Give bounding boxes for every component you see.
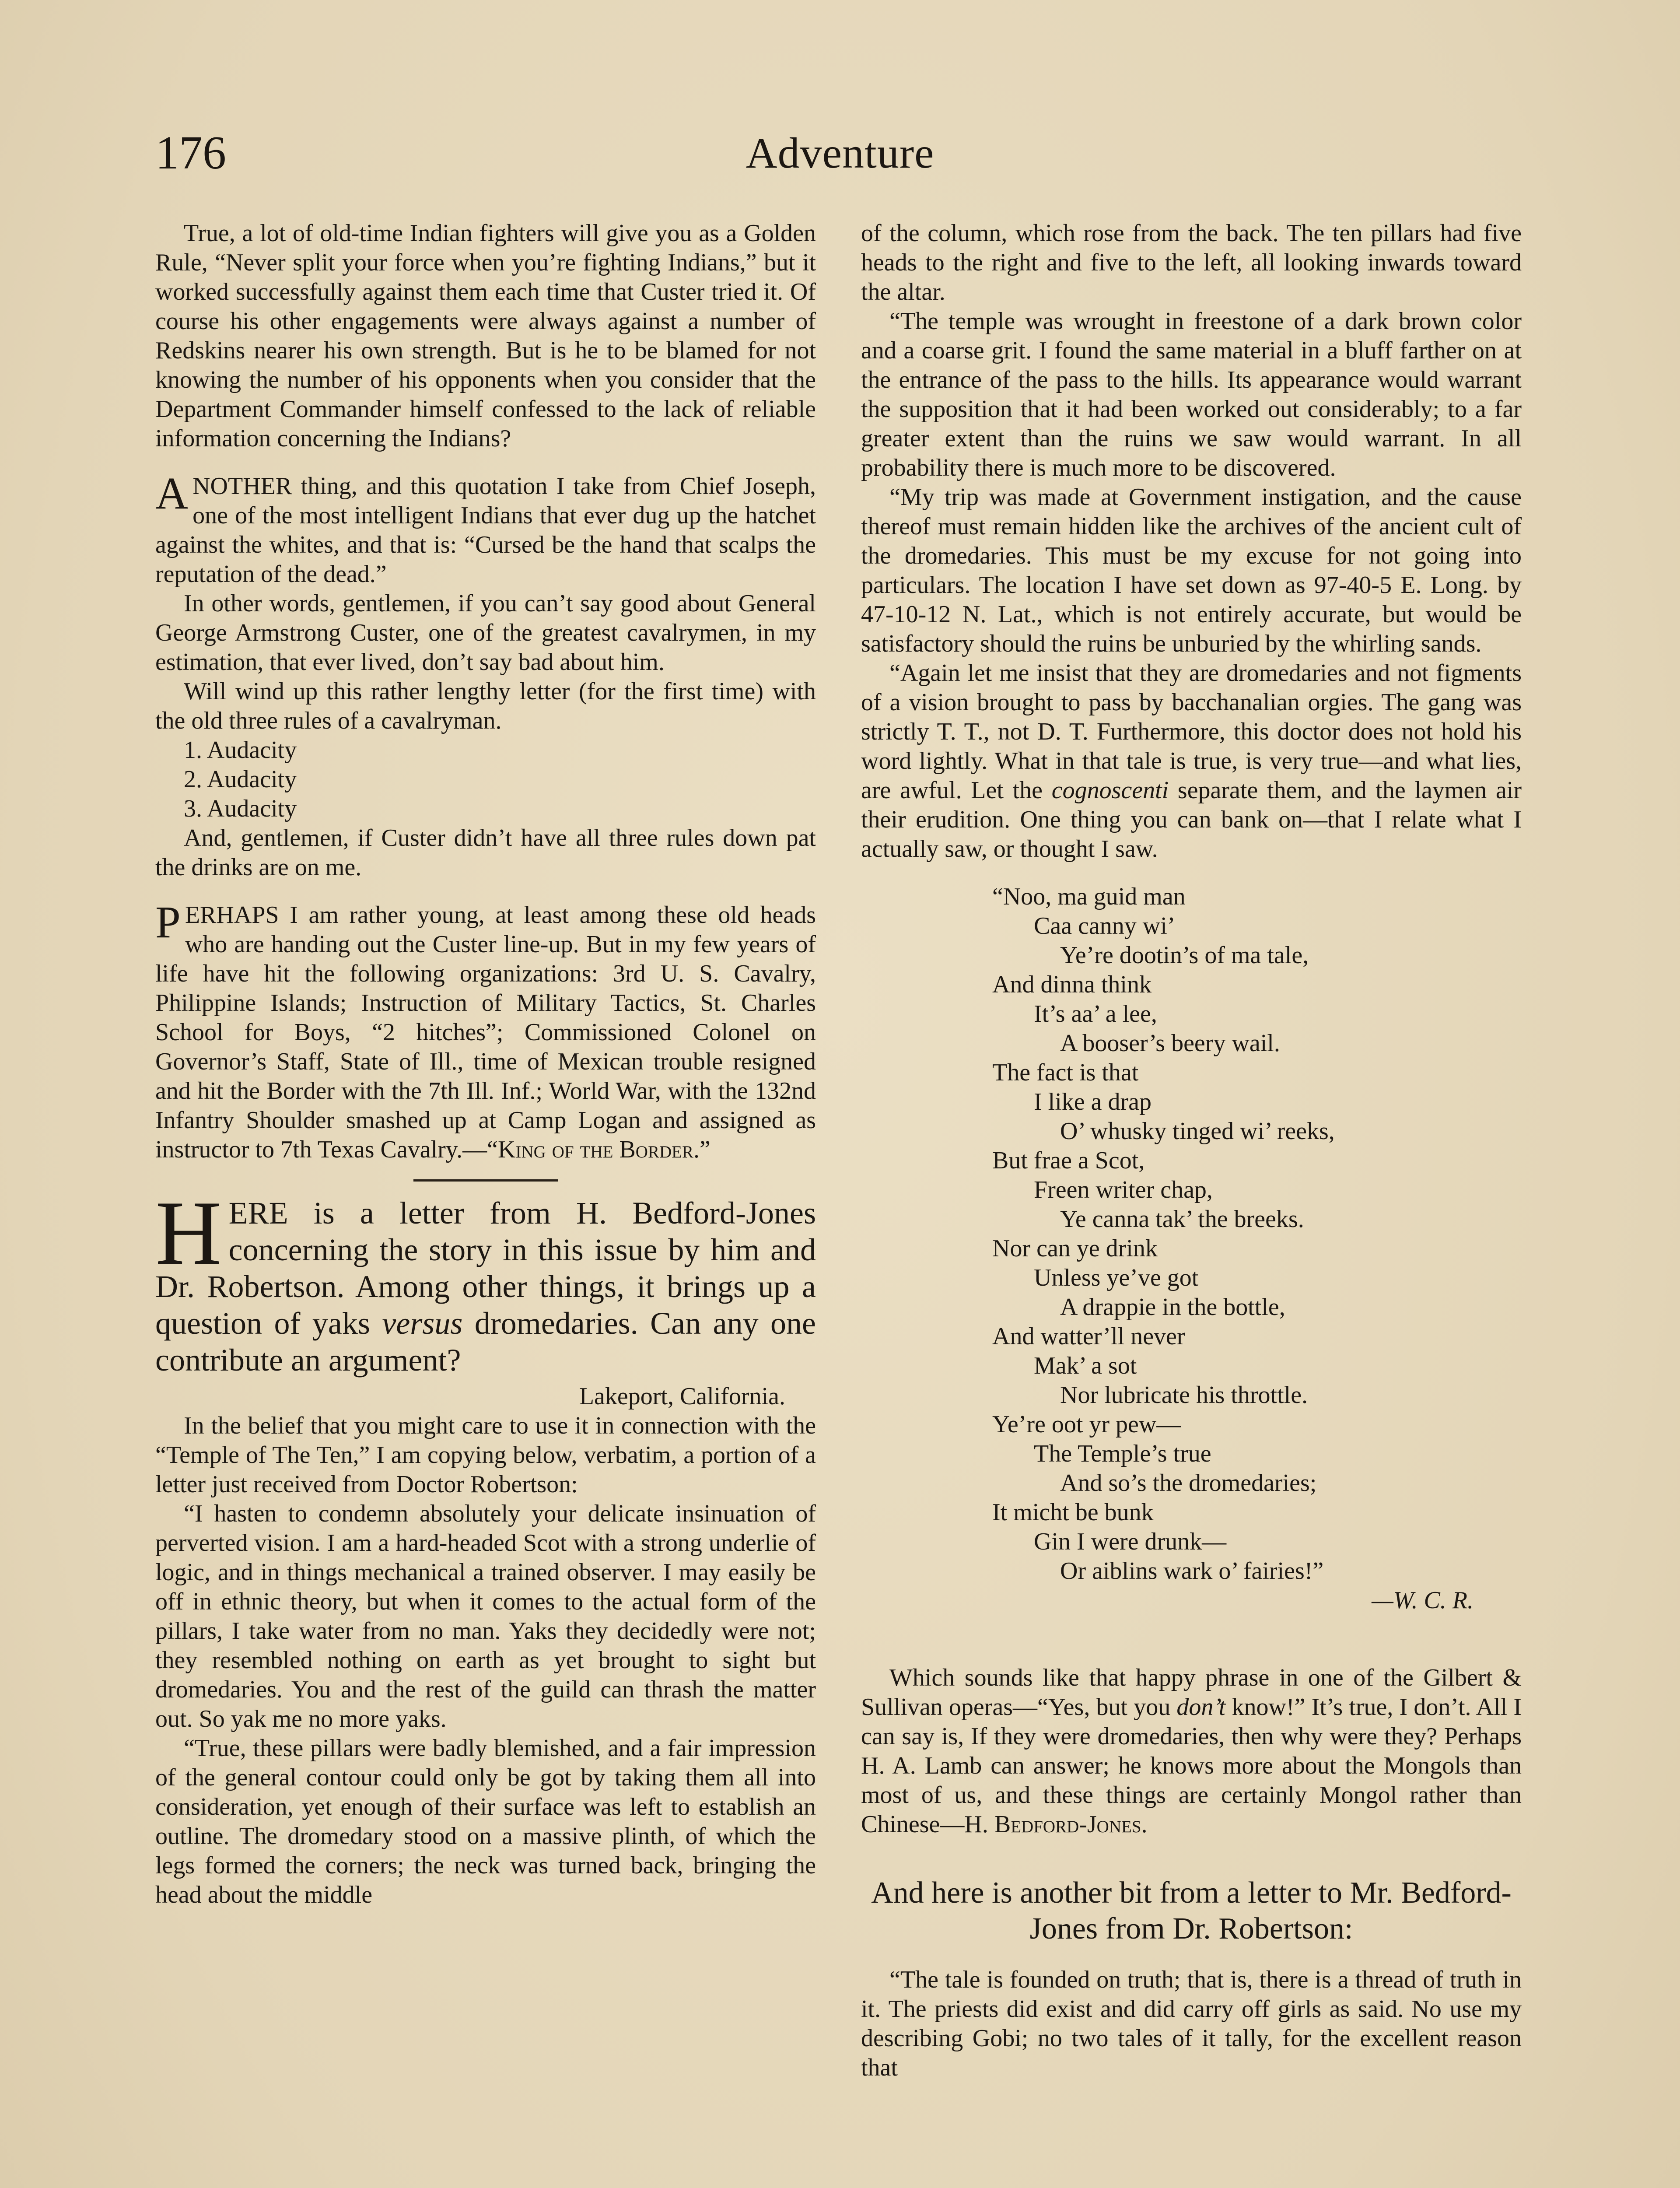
paragraph-text: separate them, and the laymen air their erudition. One thing you can bank on—that I relate what I actually saw, or thought I saw. — [861, 777, 1522, 863]
poem-line: It micht be bunk — [992, 1499, 1154, 1526]
poem-line: Gin I were drunk— — [1034, 1528, 1227, 1555]
left-column — [155, 219, 816, 2188]
poem-line: And so’s the dromedaries; — [1060, 1469, 1317, 1497]
paragraph-text: ERE is a letter from H. Bedford-Jones concerning the story in this issue by him and Dr. Robertson. Among other things, it brings up a question of yaks — [155, 1196, 816, 1341]
paragraph: True, a lot of old-time Indian fighters will give you as a Golden Rule, “Never split your force when you’re fighting Indians,” but it worked successfully against them each time that Custer tried it. Of course his other engagements were always against a number of Redskins nearer his own strength. But is he to be blamed for not knowing the number of his opponents when you consider that the Department Commander himself confessed to the lack of reliable information concerning the Indians? — [155, 220, 816, 452]
poem-line: “Noo, ma guid man — [992, 883, 1186, 910]
poem-line: Nor can ye drink — [992, 1235, 1158, 1262]
paragraph-text: know!” It’s true, I don’t. All I can say is, If they were dromedaries, then why were they? Perhaps H. A. Lamb can answer; he knows more about the Mongols than most of us, and these things are certainly Mongol rather than Chinese— — [861, 1694, 1522, 1838]
paragraph — [155, 1182, 816, 1378]
section-divider — [413, 1179, 558, 1182]
paragraph: “True, these pillars were badly blemished, and a fair impression of the general contour could only be got by taking them all into consideration, yet enough of their surface was left to establish an outline. The dromedary stood on a massive plinth, of which the legs formed the corners; the neck was turned back, bringing the head about the middle — [155, 1735, 816, 1908]
paragraph-text: ERHAPS I am rather young, at least among these old heads who are handing out the Custer line-up. But in my few years of life have hit the following organizations: 3rd U. S. Cavalry, Philippine Islands; Instruction of Military Tactics, St. Charles School for Boys, “2 hitches”; Commissioned Colonel on Governor’s Staff, State of Ill., time of Mexican trouble resigned and hit the Border with the 7th Ill. Inf.; World War, with the 132nd Infantry Shoulder smashed up at Camp Logan and assigned as instructor to 7th Texas Cavalry.— — [155, 901, 816, 1163]
paragraph: In other words, gentlemen, if you can’t say good about General George Armstrong Custer, one of the greatest cavalrymen, in my estimation, that ever lived, don’t say bad about him. — [155, 590, 816, 676]
poem-line: Unless ye’ve got — [1034, 1264, 1199, 1291]
poem-line: O’ whusky tinged wi’ reeks, — [1060, 1118, 1335, 1145]
poem-line: But frae a Scot, — [992, 1147, 1145, 1174]
poem-line: I like a drap — [1034, 1088, 1152, 1115]
drop-cap: H — [155, 1182, 222, 1284]
paragraph — [155, 897, 816, 1164]
poem-line: The Temple’s true — [1034, 1440, 1211, 1467]
paragraph: of the column, which rose from the back. The ten pillars had five heads to the right and five to the left, all looking inwards toward the altar. — [861, 220, 1522, 305]
poem-line: Nor lubricate his throttle. — [1060, 1382, 1308, 1409]
poem-line: And dinna think — [992, 971, 1152, 998]
poem-signature: —W. C. R. — [1372, 1587, 1474, 1614]
poem-line: And watter’ll never — [992, 1323, 1185, 1350]
cavalry-rules-list — [155, 736, 816, 824]
poem — [861, 882, 1522, 1586]
poem-line: It’s aa’ a lee, — [1034, 1000, 1157, 1027]
poem-line: Freen writer chap, — [1034, 1176, 1213, 1203]
paragraph — [155, 468, 816, 589]
paragraph-text: Which sounds like that happy phrase in one of the Gilbert & Sullivan operas—“Yes, but you — [861, 1664, 1522, 1721]
poem-line: Mak’ a sot — [1034, 1352, 1137, 1379]
magazine-title: Adventure — [746, 129, 934, 177]
poem-line: Ye canna tak’ the breeks. — [1060, 1206, 1304, 1233]
drop-cap: P — [155, 897, 181, 947]
paragraph: “The tale is founded on truth; that is, there is a thread of truth in it. The priests did exist and did carry off girls as said. No use my describing Gobi; no two tales of it tally, for the excellent reason that — [861, 1966, 1522, 2081]
paragraph: Will wind up this rather lengthy letter (for the first time) with the old three rules of a cavalryman. — [155, 678, 816, 734]
poem-line: Ye’re oot yr pew— — [992, 1411, 1181, 1438]
paragraph — [861, 1663, 1522, 1839]
dateline: Lakeport, California. — [579, 1383, 785, 1410]
list-item: 3. Audacity — [184, 795, 297, 822]
poem-line: Ye’re dootin’s of ma tale, — [1060, 942, 1309, 969]
poem-line: A drappie in the bottle, — [1060, 1294, 1285, 1321]
italic-text: versus — [382, 1306, 463, 1341]
editor-intro — [155, 1182, 816, 1378]
list-item: 1. Audacity — [184, 736, 297, 764]
letter-signature: H. Bedford-Jones. — [964, 1811, 1148, 1838]
poem-line: A booser’s beery wail. — [1060, 1030, 1280, 1057]
paragraph: “The temple was wrought in freestone of a dark brown color and a coarse grit. I found the same material in a bluff farther on at the entrance of the pass to the hills. Its appearance would warrant the supposition that it had been worked out considerably; to a far greater extent than the ruins we saw would warrant. In all probability there is much more to be discovered. — [861, 308, 1522, 481]
paragraph: In the belief that you might care to use it in connection with the “Temple of The Ten,” I am copying below, verbatim, a portion of a letter just received from Doctor Robertson: — [155, 1412, 816, 1498]
page-number: 176 — [155, 127, 226, 179]
poem-line: The fact is that — [992, 1059, 1139, 1086]
paragraph-text: “Again let me insist that they are dromedaries and not figments of a vision brought to pass by bacchanalian orgies. The gang was strictly T. T., not D. T. Furthermore, this doctor does not hold his word lightly. What in that tale is true, is very true—and what lies, are awful. Let the — [861, 659, 1522, 804]
italic-text: cognoscenti — [1051, 777, 1169, 804]
letter-signature: “King of the Border.” — [487, 1136, 710, 1163]
list-item: 2. Audacity — [184, 766, 297, 793]
section-heading: And here is another bit from a letter to Mr. Bedford-Jones from Dr. Robertson: — [871, 1876, 1512, 1946]
italic-text: don’t — [1176, 1694, 1226, 1721]
paragraph: And, gentlemen, if Custer didn’t have all three rules down pat the drinks are on me. — [155, 824, 816, 881]
page-header — [155, 118, 1525, 188]
paragraph: “I hasten to condemn absolutely your delicate insinuation of perverted vision. I am a hard-headed Scot with a strong underlie of logic, and in things mechanical a trained observer. I may easily be off in ethnic theory, but when it comes to the actual form of the pillars, I take water from no man. Yaks they decidedly were not; they resembled nothing on earth as yet brought to sight but dromedaries. You and the rest of the guild can thrash the matter out. So yak me no more yaks. — [155, 1500, 816, 1732]
poem-line: Caa canny wi’ — [1034, 912, 1176, 940]
paragraph-text: NOTHER thing, and this quotation I take from Chief Joseph, one of the most intelligent Indians that ever dug up the hatchet against the whites, and that is: “Cursed be the hand that scalps the reputation of the dead.” — [155, 473, 816, 588]
right-column — [861, 219, 1522, 2188]
paragraph: “My trip was made at Government instigation, and the cause thereof must remain hidden like the archives of the ancient cult of the dromedaries. This must be my excuse for not going into particulars. The location I have set down as 97-40-5 E. Long. by 47-10-12 N. Lat., which is not entirely accurate, but would be satisfactory should the ruins be unburied by the whirling sands. — [861, 484, 1522, 657]
drop-cap: A — [155, 468, 189, 519]
paragraph — [861, 659, 1522, 864]
poem-line: Or aiblins wark o’ fairies!” — [1060, 1557, 1324, 1585]
paragraph-text: dromedaries. Can any one contribute an argument? — [155, 1306, 816, 1378]
